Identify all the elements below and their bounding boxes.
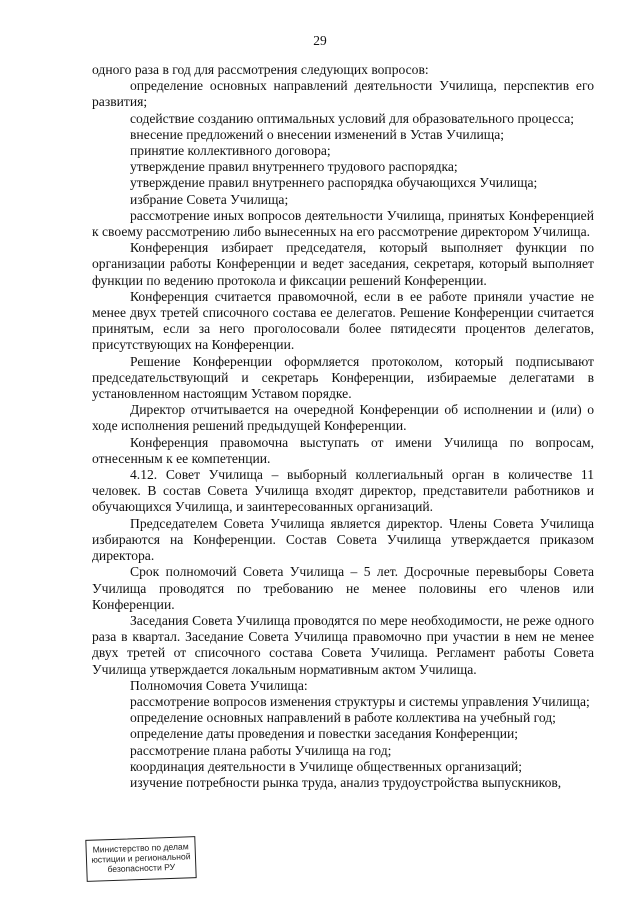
paragraph: Полномочия Совета Училища: [130, 677, 308, 693]
paragraph: Заседания Совета Училища проводятся по мере необходимости, не реже одного раза в квартал. Заседание Совета Училища правомочно при участии в нем не менее двух третей от списочного состава Совета Училища. Регламент работы Совета Училища утверждается локальным нормативным актом Училища. [92, 612, 594, 677]
paragraph: утверждение правил внутреннего трудового распорядка; [130, 159, 458, 175]
paragraph: изучение потребности рынка труда, анализ трудоустройства выпускников, [130, 774, 562, 790]
stamp-line: Министерство по делам [92, 841, 189, 855]
stamp-line: безопасности РУ [107, 861, 176, 875]
paragraph: определение основных направлений деятельности Училища, перспектив его развития; [92, 78, 594, 110]
paragraph: Директор отчитывается на очередной Конференции об исполнении и (или) о ходе исполнения решений предыдущей Конференции. [92, 402, 594, 434]
stamp-line: юстиции и региональной [91, 851, 191, 865]
paragraph: координация деятельности в Училище общественных организаций; [130, 758, 523, 774]
paragraph: утверждение правил внутреннего распорядка обучающихся Училища; [130, 175, 538, 191]
paragraph: рассмотрение плана работы Училища на год; [130, 742, 392, 758]
paragraph: Конференция правомочна выступать от имени Училища по вопросам, отнесенным к ее компетенции. [92, 434, 594, 466]
paragraph: одного раза в год для рассмотрения следующих вопросов: [92, 62, 429, 77]
paragraph: принятие коллективного договора; [130, 143, 331, 159]
page-number: 29 [313, 33, 327, 48]
paragraph: внесение предложений о внесении изменений в Устав Училища; [130, 126, 505, 142]
paragraph: рассмотрение вопросов изменения структуры и системы управления Училища; [130, 693, 590, 709]
paragraph: Решение Конференции оформляется протоколом, который подписывают председательствующий и секретарь Конференции, избираемые делегатами в установленном настоящим Уставом порядке. [92, 353, 594, 402]
paragraph: Конференция считается правомочной, если в ее работе приняли участие не менее двух третей списочного состава ее делегатов. Решение Конференции считается принятым, если за него проголосовали более пятидесяти процентов делегатов, присутствующих на Конференции. [92, 288, 594, 353]
paragraph: содействие созданию оптимальных условий для образовательного процесса; [130, 110, 575, 126]
registration-stamp [85, 836, 196, 882]
paragraph: определение основных направлений в работе коллектива на учебный год; [130, 710, 556, 726]
paragraph: рассмотрение иных вопросов деятельности Училища, принятых Конференцией к своему рассмотрению либо вынесенных на его рассмотрение директором Училища. [92, 207, 594, 240]
document-body [92, 62, 594, 791]
paragraph: Председателем Совета Училища является директор. Члены Совета Училища избираются на Конференции. Состав Совета Училища утверждается приказом директора. [92, 515, 594, 564]
paragraph: избрание Совета Училища; [130, 191, 289, 207]
paragraph: определение даты проведения и повестки заседания Конференции; [130, 726, 519, 742]
paragraph: Конференция избирает председателя, который выполняет функции по организации работы Конференции и ведет заседания, секретаря, который выполняет функции по ведению протокола и фиксации решений Конференции. [92, 240, 594, 288]
paragraph: Срок полномочий Совета Училища – 5 лет. Досрочные перевыборы Совета Училища проводятся по требованию не менее половины его членов или Конференции. [92, 564, 594, 612]
paragraph: 4.12. Совет Училища – выборный коллегиальный орган в количестве 11 человек. В состав Совета Училища входят директор, представители работников и обучающихся Училища, и заинтересованных организаций. [92, 467, 594, 515]
